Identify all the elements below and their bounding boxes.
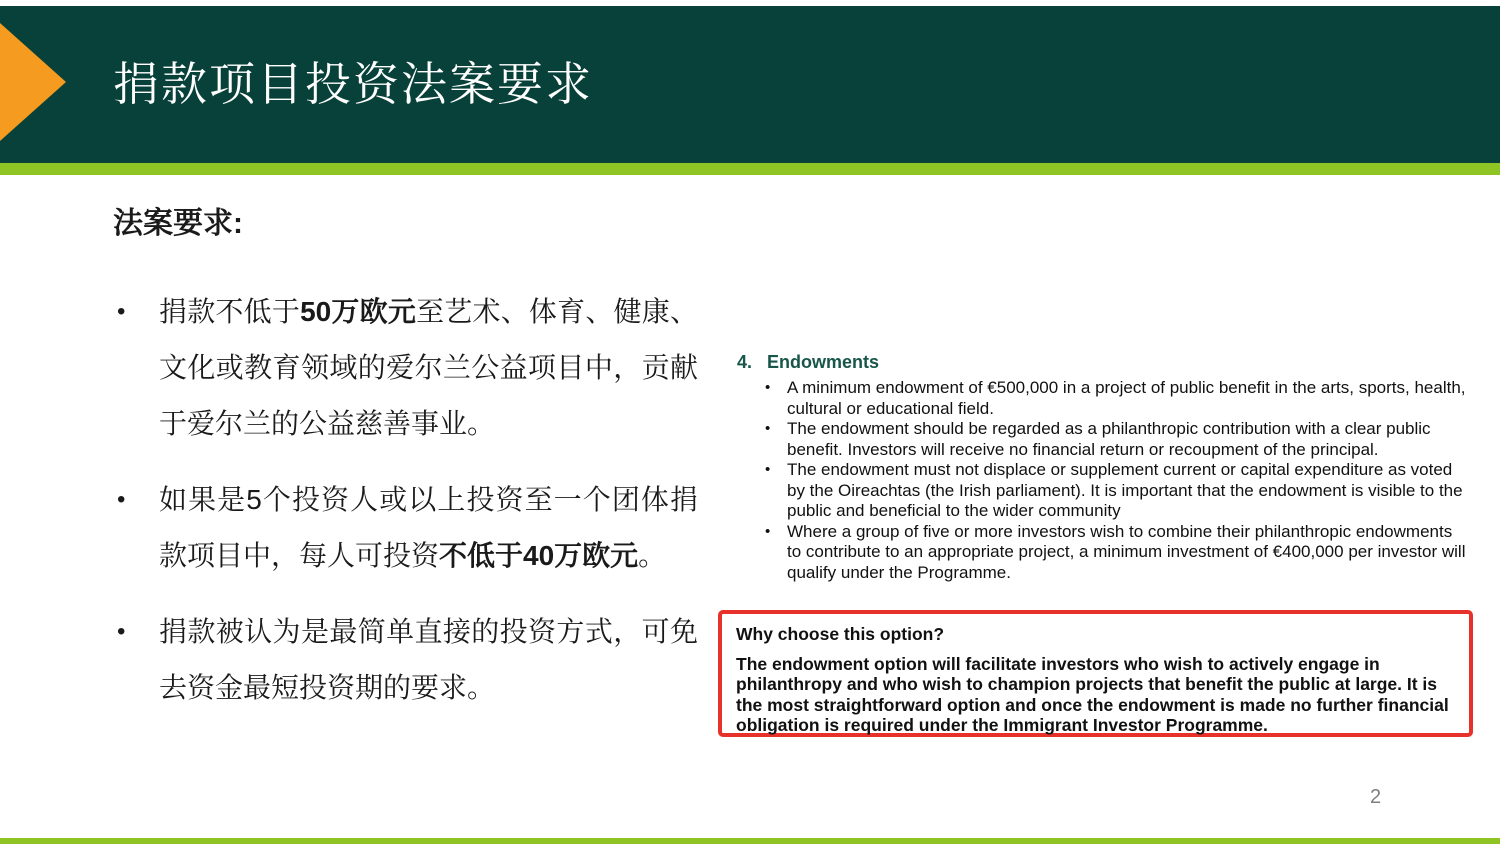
bullet-text: 捐款不低于50万欧元至艺术、体育、健康、文化或教育领域的爱尔兰公益项目中，贡献于爱尔兰的公益慈善事业。 xyxy=(159,296,698,439)
bullet-marker: • xyxy=(117,618,126,645)
requirements-heading: 法案要求: xyxy=(113,207,243,240)
callout-heading: Why choose this option? xyxy=(736,624,945,644)
endowments-column xyxy=(737,352,1467,583)
bullet-marker: • xyxy=(117,298,126,325)
list-item: • A minimum endowment of €500,000 in a project of public benefit in the arts, sports, health, cultural or educational field. xyxy=(737,378,1467,419)
list-item: • The endowment must not displace or supplement current or capital expenditure as voted by the Oireachtas (the Irish parliament). It is important that the endowment is visible to the public and beneficial to the wider community xyxy=(737,460,1467,522)
bullet-text: 如果是5个投资人或以上投资至一个团体捐款项目中，每人可投资不低于40万欧元。 xyxy=(159,484,698,571)
section-number: 4. xyxy=(737,352,753,372)
list-item: • The endowment should be regarded as a philanthropic contribution with a clear public benefit. Investors will receive no financial return or recoupment of the principal. xyxy=(737,419,1467,460)
callout-body: The endowment option will facilitate investors who wish to actively engage in philanthropy and who wish to champion projects that benefit the public at large. It is the most straightforward option and once the endowment is made no further financial obligation is required under the Immigrant Investor Programme. xyxy=(736,653,1449,735)
endowments-section-heading xyxy=(737,352,1467,373)
bullet-marker: • xyxy=(117,486,126,513)
list-item xyxy=(113,604,698,716)
list-item: • Where a group of five or more investors wish to combine their philanthropic endowments to contribute to an appropriate project, a minimum investment of €400,000 per investor will qualify under the Programme. xyxy=(737,522,1467,584)
bottom-accent-stripe xyxy=(0,838,1500,844)
bullet-text: 捐款被认为是最简单直接的投资方式，可免去资金最短投资期的要求。 xyxy=(159,616,698,703)
chinese-requirements-column xyxy=(113,198,698,736)
list-item xyxy=(113,472,698,584)
header-accent-stripe xyxy=(0,163,1500,175)
why-choose-callout xyxy=(718,610,1473,737)
page-number: 2 xyxy=(1370,786,1382,808)
section-title: Endowments xyxy=(767,352,880,372)
endowments-bullet-list xyxy=(737,378,1467,583)
slide-title: 捐款项目投资法案要求 xyxy=(113,58,593,110)
chinese-bullet-list xyxy=(113,284,698,716)
list-item xyxy=(113,284,698,452)
